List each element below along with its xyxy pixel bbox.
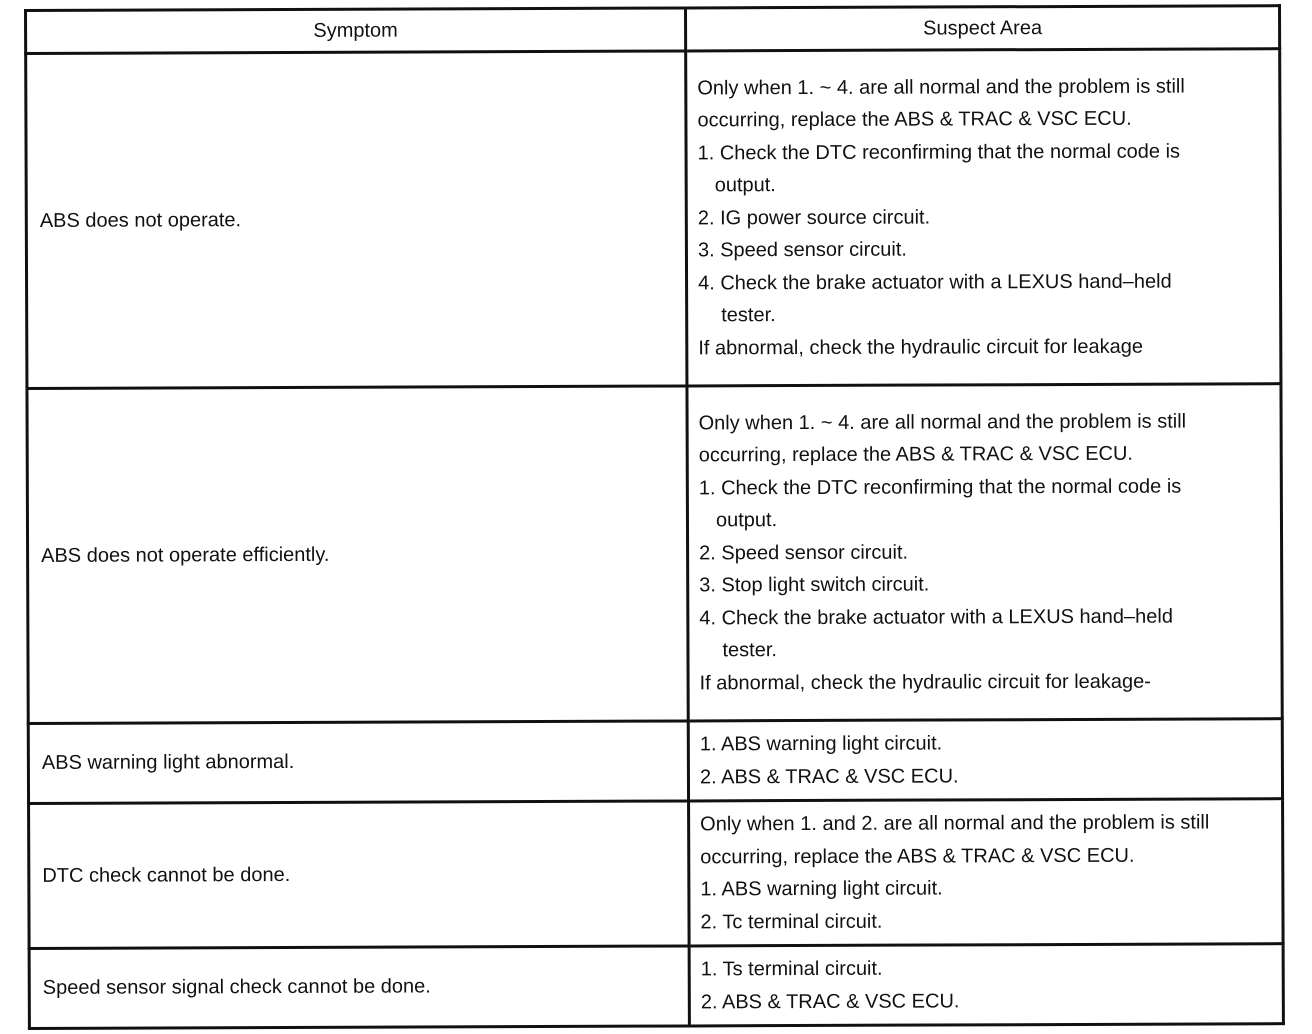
suspect-line: 2. ABS & TRAC & VSC ECU. [700, 989, 960, 1013]
suspect-line: 4. Check the brake actuator with a LEXUS hand–held [698, 270, 1172, 295]
suspect-line: 3. Speed sensor circuit. [697, 238, 907, 262]
suspect-line: occurring, replace the ABS & TRAC & VSC ECU. [697, 107, 1132, 132]
symptom-cell: ABS warning light abnormal. [28, 721, 688, 804]
suspect-line: 4. Check the brake actuator with a LEXUS hand–held [699, 605, 1174, 630]
header-row [26, 6, 1280, 54]
document-page [24, 4, 1282, 1030]
table-row [26, 49, 1281, 389]
table-row [28, 719, 1282, 804]
suspect-line: 1. Ts terminal circuit. [700, 957, 883, 981]
suspect-line: 1. ABS warning light circuit. [699, 732, 943, 756]
suspect-area-cell [688, 719, 1282, 801]
suspect-line: Only when 1. ~ 4. are all normal and the problem is still [698, 410, 1187, 435]
suspect-line: output. [715, 509, 778, 532]
suspect-line: 2. Tc terminal circuit. [700, 910, 883, 933]
troubleshooting-table [24, 4, 1285, 1030]
suspect-area-cell [687, 384, 1282, 721]
suspect-line: 2. IG power source circuit. [697, 206, 931, 230]
table-row [27, 384, 1282, 724]
suspect-line: Only when 1. ~ 4. are all normal and the problem is still [697, 75, 1185, 100]
suspect-area-cell [686, 49, 1281, 386]
suspect-line: If abnormal, check the hydraulic circuit for leakage [698, 335, 1144, 360]
suspect-line: 1. ABS warning light circuit. [700, 877, 943, 901]
suspect-line: 1. Check the DTC reconfirming that the normal code is [697, 140, 1181, 165]
suspect-line: occurring, replace the ABS & TRAC & VSC ECU. [700, 844, 1135, 868]
symptom-cell: Speed sensor signal check cannot be done. [29, 946, 689, 1029]
symptom-header: Symptom [26, 8, 686, 54]
suspect-line: Only when 1. and 2. are all normal and the problem is still [700, 811, 1210, 836]
symptom-cell: ABS does not operate. [26, 51, 687, 389]
suspect-line: 2. Speed sensor circuit. [699, 541, 909, 565]
suspect-line: tester. [722, 639, 777, 662]
suspect-area-cell [689, 799, 1284, 946]
symptom-cell: ABS does not operate efficiently. [27, 386, 688, 724]
table-row [29, 799, 1284, 949]
suspect-line: 2. ABS & TRAC & VSC ECU. [699, 764, 959, 788]
suspect-line: 3. Stop light switch circuit. [699, 573, 930, 597]
suspect-area-cell [689, 944, 1283, 1026]
suspect-line: occurring, replace the ABS & TRAC & VSC ECU. [698, 442, 1134, 467]
suspect-line: If abnormal, check the hydraulic circuit for leakage- [699, 670, 1151, 695]
symptom-cell: DTC check cannot be done. [29, 801, 690, 949]
table-row [29, 944, 1283, 1029]
suspect-line: output. [714, 174, 776, 197]
suspect-area-header: Suspect Area [686, 6, 1280, 51]
suspect-line: 1. Check the DTC reconfirming that the normal code is [698, 475, 1182, 500]
suspect-line: tester. [721, 304, 776, 327]
